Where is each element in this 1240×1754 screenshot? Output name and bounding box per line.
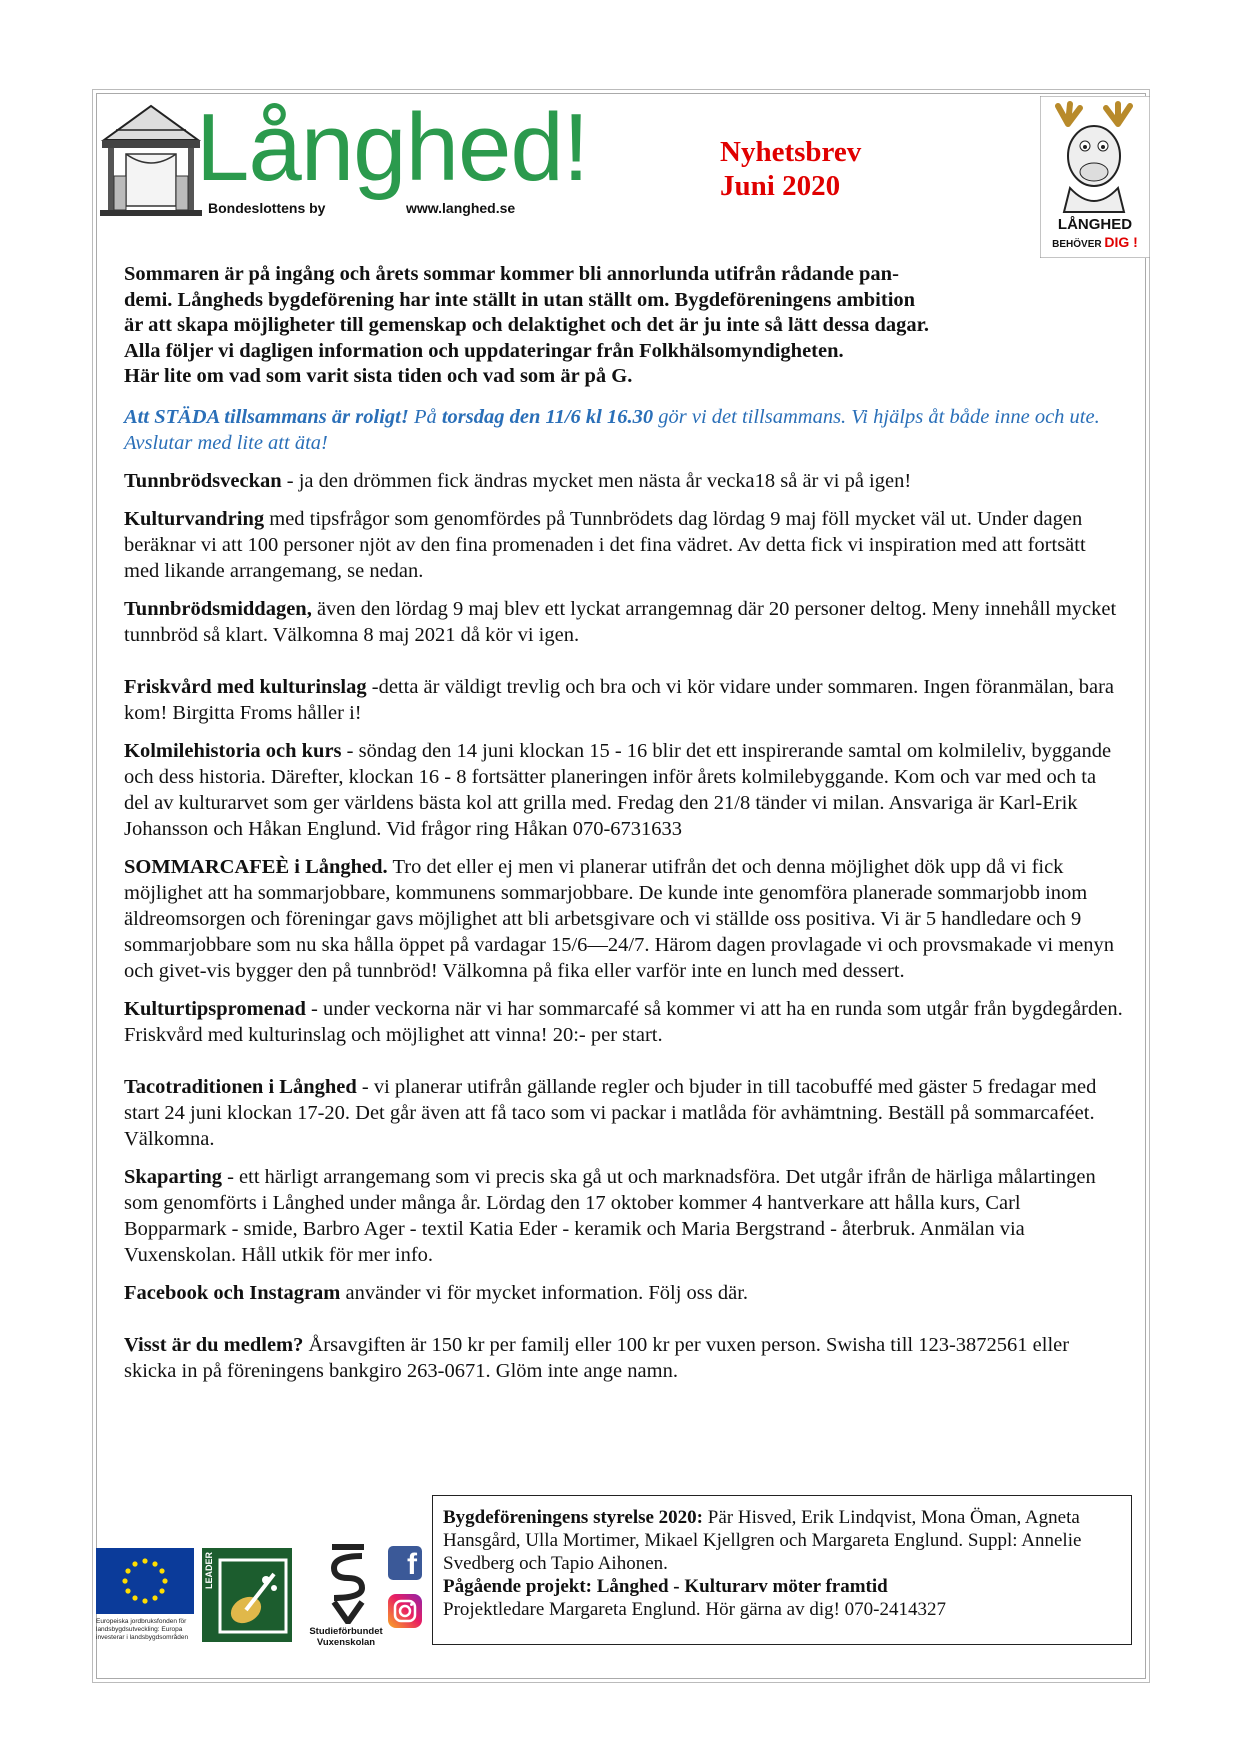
- item-title: Tunnbrödsmiddagen,: [124, 597, 312, 620]
- project-title-text: Pågående projekt: Långhed - Kulturarv möter framtid: [443, 1576, 888, 1597]
- newsletter-date: Juni 2020: [720, 170, 841, 202]
- item-title: Tunnbrödsveckan: [124, 469, 282, 492]
- leaf-icon: [218, 1558, 288, 1634]
- mascot-slogan: [1040, 234, 1150, 250]
- newsletter-title: [720, 135, 861, 203]
- item-text: - under veckorna när vi har sommarcafé så kommer vi att ha en runda som utgår från bygdegården. Friskvård med kulturinslag och möjlighet att vinna! 20:- per start.: [124, 997, 1123, 1046]
- intro-line: Sommaren är på ingång och årets sommar kommer bli annorlunda utifrån rådande pan-: [124, 263, 899, 285]
- intro-line: Alla följer vi dagligen information och uppdateringar från Folkhälsomyndigheten.: [124, 339, 844, 362]
- item-title: Kolmilehistoria och kurs: [124, 739, 342, 762]
- project-title: [443, 1575, 1123, 1598]
- board-members: Pär Hisved, Erik Lindqvist, Mona Öman, Agneta Hansgård, Ulla Mortimer, Mikael Kjellgren och Margareta Englund. Suppl: Annelie Svedberg och Tapio Aihonen.: [443, 1507, 1082, 1574]
- leader-label: LEADER: [204, 1552, 214, 1590]
- mascot-slogan-a: BEHÖVER: [1052, 239, 1102, 250]
- stada-notice: [124, 404, 1124, 456]
- board-info-box: [432, 1495, 1132, 1645]
- intro-paragraph: [124, 262, 1124, 390]
- moose-mascot: [1040, 96, 1150, 258]
- item-kulturtipspromenad: [124, 996, 1124, 1048]
- item-text: - ett härligt arrangemang som vi precis ska gå ut och marknadsföra. Det utgår ifrån de härliga målartingen som genomförts i Långhed under många år. Lördag den 17 oktober kommer 4 hantverkare att hålla kurs, Carl Bopparmark - smide, Barbro Ager - textil Katia Eder - keramik och Maria Bergstrand - återbruk. Anmälan via Vuxenskolan. Håll utkik för mer info.: [124, 1165, 1096, 1266]
- item-title: Friskvård med kulturinslag: [124, 675, 367, 698]
- item-text: använder vi för mycket information. Följ oss där.: [340, 1281, 749, 1304]
- item-kulturvandring: [124, 506, 1124, 584]
- item-tacotraditionen: [124, 1074, 1124, 1152]
- item-kolmilehistoria: [124, 738, 1124, 842]
- item-title: Facebook och Instagram: [124, 1281, 341, 1304]
- instagram-icon[interactable]: [388, 1594, 422, 1628]
- langhed-logo: [96, 94, 589, 220]
- item-title: Skaparting: [124, 1165, 222, 1188]
- intro-line: Här lite om vad som varit sista tiden och vad som är på G.: [124, 365, 633, 387]
- eu-flag: [96, 1548, 194, 1614]
- eu-caption: Europeiska jordbruksfonden för landsbygdsutveckling: Europa investerar i landsbygdsområden: [96, 1618, 189, 1641]
- item-title: SOMMARCAFEÈ i Långhed.: [124, 855, 388, 878]
- sponsor-logos: [96, 1540, 426, 1650]
- item-text: -detta är väldigt trevlig och bra och vi kör vidare under sommaren. Ingen föranmälan, bara kom! Birgitta Froms håller i!: [124, 675, 1115, 724]
- item-text: - söndag den 14 juni klockan 15 - 16 blir det ett inspirerande samtal om kolmileliv, byggande och dess historia. Därefter, klockan 16 - 8 fortsätter planeringen inför årets kolmilebyggande. Kom och var med och ta del av kulturarvet som ger världens bästa kol att grilla med. Fredag den 21/8 tänder vi milan. Ansvariga är Karl-Erik Johansson och Håkan Englund. Vid frågor ring Håkan 070-6731633: [124, 739, 1112, 840]
- item-text: Tro det eller ej men vi planerar utifrån det och denna möjlighet dök upp då vi fick möjlighet att ha sommarjobbare, kommunens sommarjobbare. De kunde inte genomföra planerade sommarjobb inom äldreomsorgen och föreningar gavs möjlighet att bli arbetsgivare och vi ställde oss positiva. Vi är 5 handledare och 9 sommarjobbare som nu ska hålla öppet på vardagar 15/6—24/7. Härom dagen provlagade vi och provsmakade vi menyn och givet-vis bygger den på tunnbröd! Välkomna på fika eller varför inte en lunch med dessert.: [124, 855, 1114, 982]
- logo-url: www.langhed.se: [406, 200, 516, 216]
- item-title: Kulturvandring: [124, 507, 265, 530]
- intro-line: är att skapa möjligheter till gemenskap och delaktighet och det är ju inte så lätt dessa dagar.: [124, 314, 930, 336]
- facebook-icon[interactable]: f: [388, 1546, 422, 1580]
- studieforbundet-logo: [298, 1542, 394, 1646]
- item-title: Visst är du medlem?: [124, 1333, 304, 1356]
- mascot-title: LÅNGHED: [1057, 216, 1133, 233]
- item-tunnbrodsmiddagen: [124, 596, 1124, 648]
- logo-wordmark: Långhed!: [196, 94, 589, 201]
- instagram-glyph-icon: [388, 1594, 422, 1628]
- stada-rest: gör vi det tillsammans. Vi hjälps åt både inne och ute. Avslutar med lite att äta!: [124, 405, 1100, 454]
- sv-icon: [328, 1542, 368, 1624]
- mascot-slogan-b: DIG !: [1104, 234, 1138, 250]
- stada-when: torsdag den 11/6 kl 16.30: [441, 405, 654, 428]
- item-sommarcafe: [124, 854, 1124, 984]
- item-friskvard: [124, 674, 1124, 726]
- item-social-media: [124, 1280, 1124, 1306]
- gazebo-icon: [96, 100, 206, 218]
- item-tunnbrodsveckan: [124, 468, 1124, 494]
- sv-label-2: Vuxenskolan: [316, 1637, 376, 1648]
- stada-mid: På: [408, 405, 442, 428]
- sv-label: [298, 1626, 394, 1648]
- stada-lead: Att STÄDA tillsammans är roligt!: [124, 405, 409, 428]
- item-text: med tipsfrågor som genomfördes på Tunnbrödets dag lördag 9 maj föll mycket väl ut. Under dagen beräknar vi att 100 personer njöt av den fina promenaden i det fina vädret. Av detta fick vi inspiration med att fortsätt med likande arrangemang, se nedan.: [124, 507, 1086, 582]
- item-title: Kulturtipspromenad: [124, 997, 306, 1020]
- intro-line: demi. Långheds bygdeförening har inte ställt in utan ställt om. Bygdeföreningens ambition: [124, 288, 916, 311]
- item-title: Tacotraditionen i Långhed: [124, 1075, 357, 1098]
- item-text: - ja den drömmen fick ändras mycket men nästa år vecka18 så är vi på igen!: [281, 469, 912, 492]
- item-skaparting: [124, 1164, 1124, 1268]
- item-membership: [124, 1332, 1124, 1384]
- eu-stars-icon: [96, 1548, 194, 1614]
- leader-logo: [202, 1548, 292, 1642]
- item-text: även den lördag 9 maj blev ett lyckat arrangemnag där 20 personer deltog. Meny innehåll mycket tunnbröd så klart. Välkomna 8 maj 2021 då kör vi igen.: [124, 597, 1117, 646]
- item-text: Årsavgiften är 150 kr per familj eller 100 kr per vuxen person. Swisha till 123-3872561 eller skicka in på föreningens bankgiro 263-0671. Glöm inte ange namn.: [124, 1333, 1070, 1382]
- board-title: Bygdeföreningens styrelse 2020:: [443, 1507, 704, 1528]
- newsletter-label: Nyhetsbrev: [720, 136, 862, 168]
- logo-subtitle: Bondeslottens by: [208, 200, 326, 216]
- project-contact: Projektledare Margareta Englund. Hör gärna av dig! 070-2414327: [443, 1599, 946, 1620]
- board-paragraph: [443, 1506, 1123, 1575]
- item-text: - vi planerar utifrån gällande regler och bjuder in till tacobuffé med gäster 5 fredagar med start 24 juni klockan 17-20. Det går även att få taco som vi packar i matlåda för avhämtning. Beställ på sommarcaféet. Välkomna.: [124, 1075, 1097, 1150]
- newsletter-body: [124, 262, 1124, 1396]
- sv-label-1: Studieförbundet: [309, 1626, 383, 1637]
